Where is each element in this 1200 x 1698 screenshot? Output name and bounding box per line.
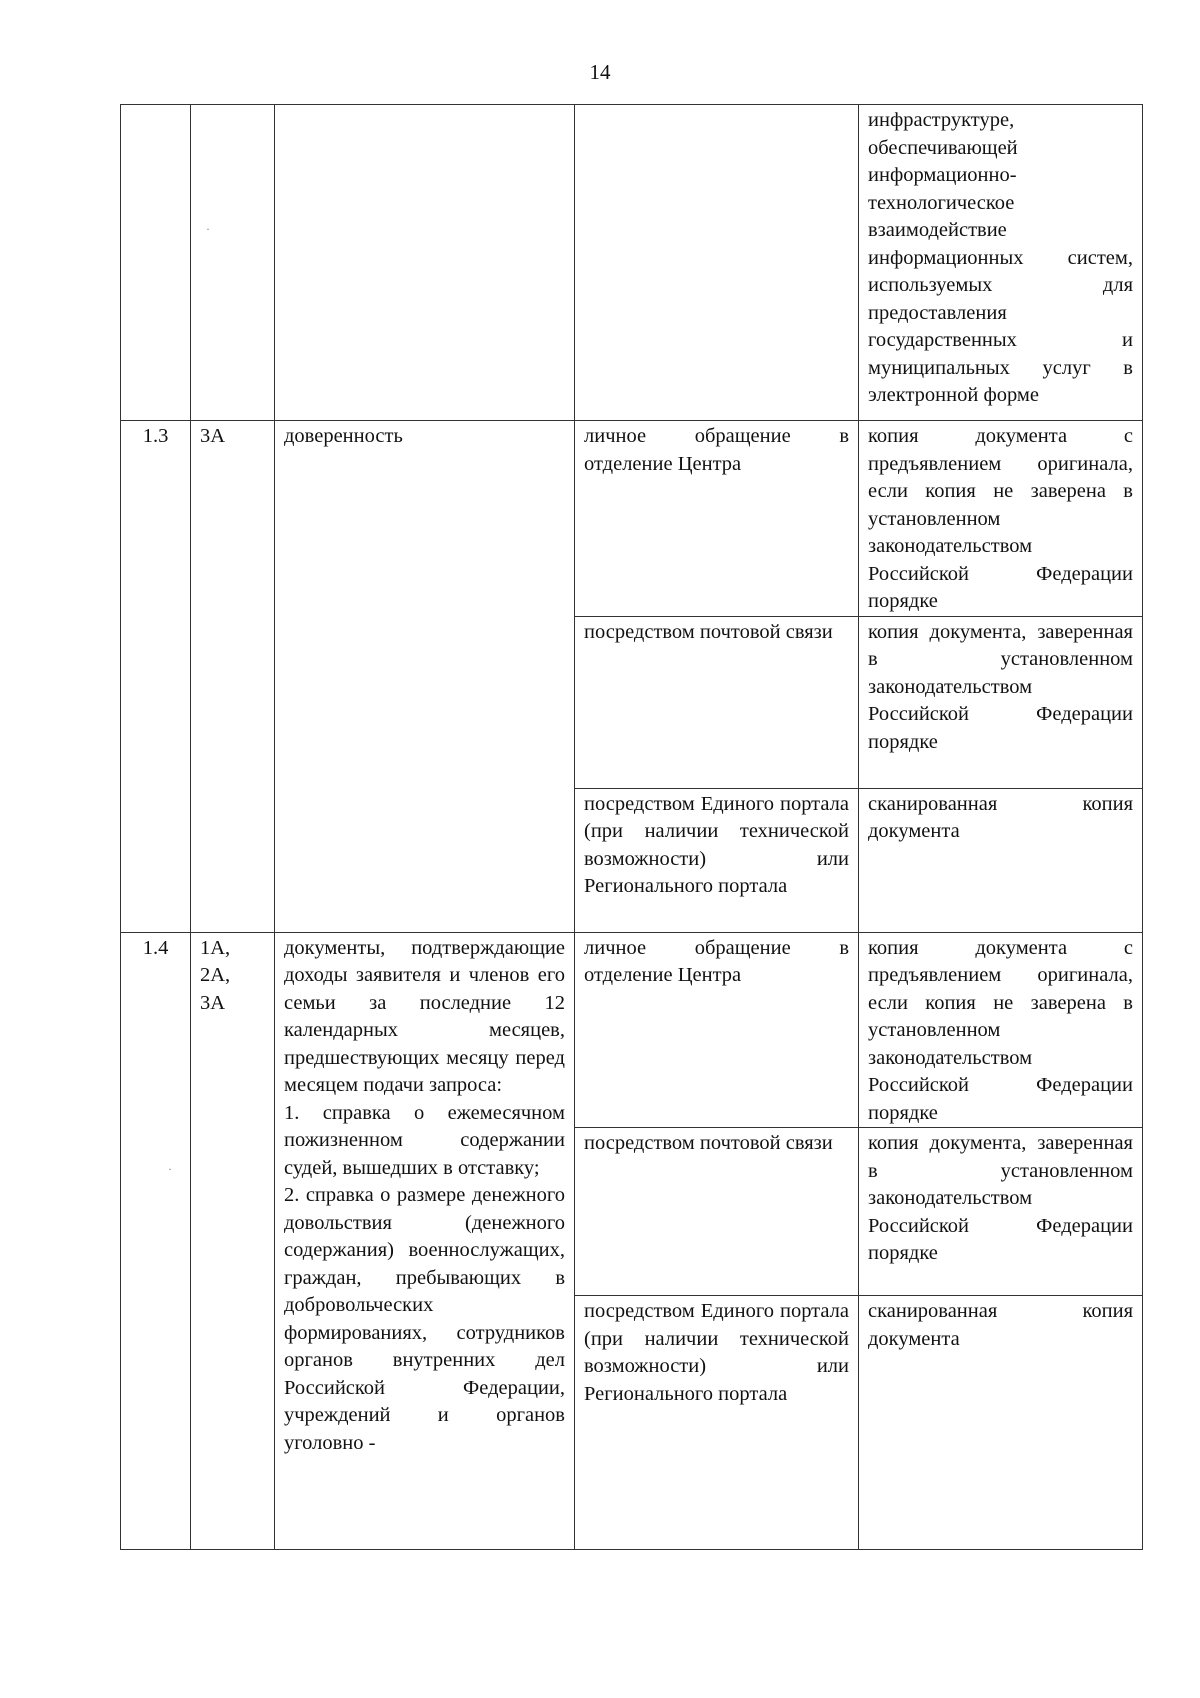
- form-text: копия документа с предъявлением оригинала, если копия не заверена в установленном законодательством Российской Федерации порядке: [868, 936, 1133, 1124]
- cell-form: [859, 1128, 1143, 1296]
- cell-category: [191, 105, 275, 421]
- document-text: доверенность: [284, 425, 403, 447]
- page-number: 14: [589, 60, 611, 84]
- form-text: сканированная копия документа: [868, 792, 1133, 842]
- form-text: копия документа, заверенная в установленном законодательством Российской Федерации порядке: [868, 620, 1133, 753]
- form-text: копия документа, заверенная в установленном законодательством Российской Федерации порядке: [868, 1132, 1133, 1264]
- cell-form: [859, 788, 1143, 932]
- form-text: сканированная копия документа: [868, 1300, 1133, 1350]
- category-text: 1А, 2А, 3А: [200, 936, 231, 1014]
- document-text: документы, подтверждающие доходы заявителя и членов его семьи за последние 12 календарных месяцев, предшествующих месяцу перед месяцем подачи запроса: 1. справка о ежемесячном пожизненном содержании судей, вышедших в отставку; 2. справка о размере денежного довольствия (денежного содержания) военнослужащих, граждан, пребывающих в добровольческих формированиях, сотрудников органов внутренних дел Российской Федерации, учреждений и органов уголовно -: [284, 936, 565, 1454]
- form-text: инфраструктуре, обеспечивающей информационно-технологическое взаимодействие информационных систем, используемых для предоставления государственных и муниципальных услуг в электронной форме: [868, 109, 1133, 406]
- cell-form: [859, 1296, 1143, 1550]
- method-text: личное обращение в отделение Центра: [584, 425, 849, 475]
- row-document: [275, 932, 575, 1550]
- method-text: посредством Единого портала (при наличии технической возможности) или Регионального портала: [584, 792, 849, 897]
- method-text: личное обращение в отделение Центра: [584, 936, 849, 986]
- row-number: 1.4: [121, 932, 191, 1550]
- cell-form: [859, 616, 1143, 788]
- form-text: копия документа с предъявлением оригинала, если копия не заверена в установленном законодательством Российской Федерации порядке: [868, 425, 1133, 612]
- row-category: [191, 932, 275, 1550]
- cell-form: [859, 932, 1143, 1128]
- method-text: посредством почтовой связи: [584, 620, 833, 643]
- row-number: 1.3: [121, 421, 191, 933]
- cell-method: [575, 932, 859, 1128]
- cell-form: [859, 421, 1143, 617]
- cell-number: [121, 105, 191, 421]
- cell-method: [575, 105, 859, 421]
- documents-table: [120, 104, 1143, 1550]
- scan-mark: ·: [206, 222, 210, 236]
- table-row-continuation: [121, 105, 1143, 421]
- cell-method: [575, 421, 859, 617]
- cell-method: [575, 1296, 859, 1550]
- row-document: [275, 421, 575, 933]
- table-row-1-3: [121, 421, 1143, 617]
- scan-mark: ·: [168, 1162, 172, 1176]
- table-row-1-4: [121, 932, 1143, 1128]
- cell-form: [859, 105, 1143, 421]
- cell-method: [575, 788, 859, 932]
- row-category: 3А: [191, 421, 275, 933]
- method-text: посредством почтовой связи: [584, 1132, 833, 1154]
- cell-method: [575, 616, 859, 788]
- cell-method: [575, 1128, 859, 1296]
- method-text: посредством Единого портала (при наличии технической возможности) или Регионального портала: [584, 1300, 849, 1405]
- cell-document: [275, 105, 575, 421]
